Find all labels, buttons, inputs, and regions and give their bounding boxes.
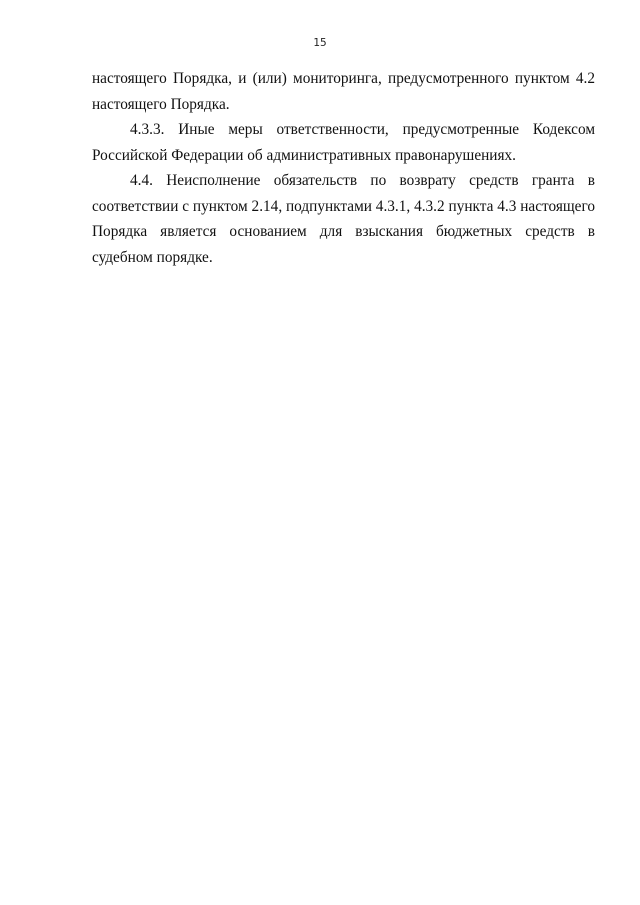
document-body bbox=[92, 66, 595, 270]
page-number: 15 bbox=[313, 37, 327, 49]
paragraph-4-3-3: 4.3.3. Иные меры ответственности, предусмотренные Кодексом Российской Федерации об административных правонарушениях. bbox=[92, 121, 595, 164]
paragraph-4-4: 4.4. Неисполнение обязательств по возврату средств гранта в соответствии с пунктом 2.14, подпунктами 4.3.1, 4.3.2 пункта 4.3 настоящего Порядка является основанием для взыскания бюджетных средств в судебном порядке. bbox=[92, 172, 595, 266]
paragraph-continuation: настоящего Порядка, и (или) мониторинга, предусмотренного пунктом 4.2 настоящего Порядка. bbox=[92, 70, 595, 113]
